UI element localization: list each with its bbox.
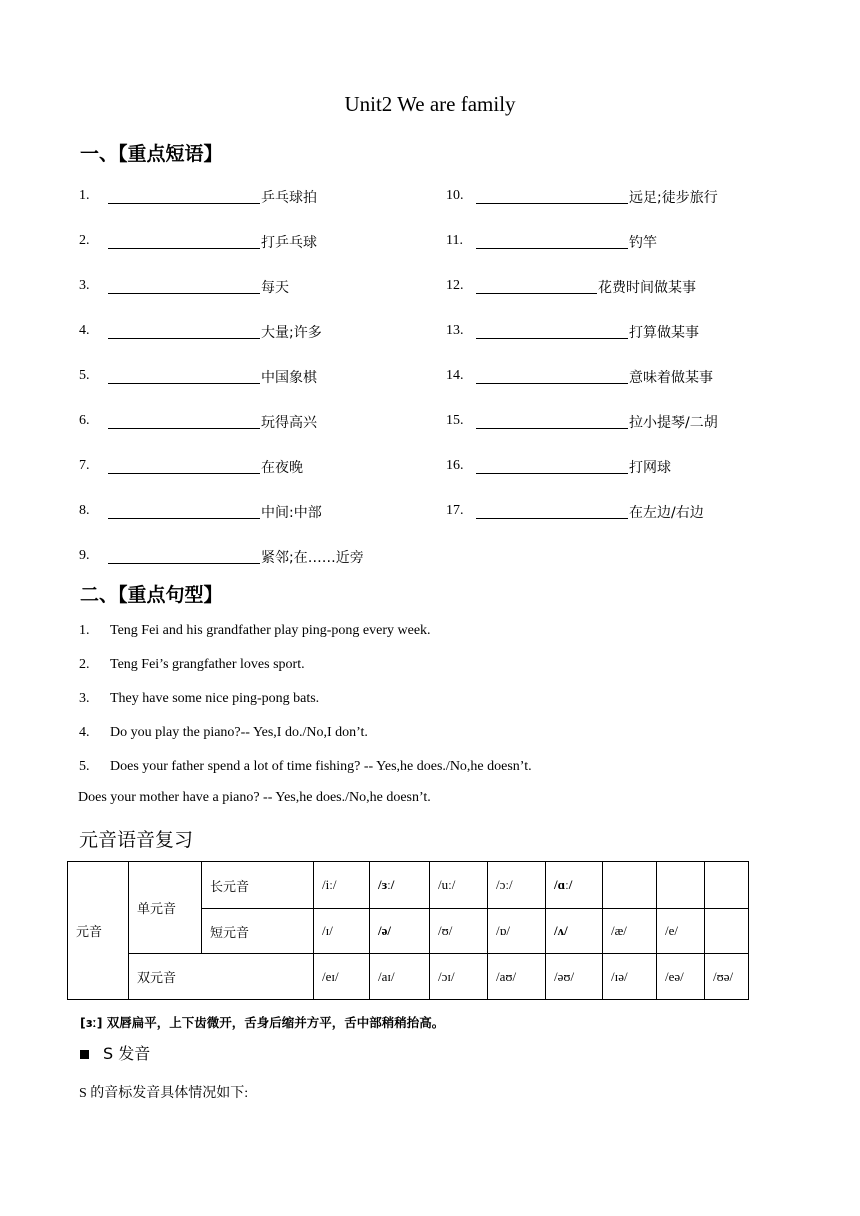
phrase-meaning: 打算做某事 (629, 325, 699, 341)
phrase-meaning: 拉小提琴/二胡 (629, 415, 718, 431)
answer-blank-line (108, 504, 260, 519)
s-heading-text: S 发音 (103, 1044, 151, 1063)
answer-blank-line (108, 234, 260, 249)
phrase-number: 9. (79, 548, 90, 563)
section-heading-phrases: 一、【重点短语】 (80, 143, 223, 165)
phrase-number: 16. (446, 458, 464, 473)
vowel-table (67, 861, 749, 1000)
phrase-meaning: 花费时间做某事 (598, 280, 696, 296)
short-vowel-cell: /ʌ/ (546, 909, 603, 954)
extra-sentence: Does your mother have a piano? -- Yes,he does./No,he doesn’t. (78, 790, 431, 805)
phrase-number: 6. (79, 413, 90, 428)
answer-blank-line (476, 324, 628, 339)
long-vowel-cell: /ɔː/ (488, 862, 546, 909)
phrase-meaning: 玩得高兴 (261, 415, 317, 431)
diphthong-cell: /ʊə/ (705, 954, 749, 1000)
phrase-number: 5. (79, 368, 90, 383)
long-vowel-cell (603, 862, 657, 909)
long-vowel-label: 长元音 (202, 862, 314, 909)
sentence-number: 5. (79, 759, 90, 774)
short-vowel-cell: /ə/ (370, 909, 430, 954)
phrase-number: 13. (446, 323, 464, 338)
phrase-meaning: 打乒乓球 (261, 235, 317, 251)
answer-blank-line (108, 549, 260, 564)
phrase-number: 12. (446, 278, 464, 293)
vowel-label: 元音 (68, 862, 129, 1000)
phrase-meaning: 紧邻;在……近旁 (261, 550, 364, 566)
diphthong-cell: /əʊ/ (546, 954, 603, 1000)
phrase-meaning: 每天 (261, 280, 289, 296)
answer-blank-line (476, 234, 628, 249)
answer-blank-line (108, 369, 260, 384)
monophthong-label: 单元音 (129, 862, 202, 954)
sentence-text: Teng Fei’s grangfather loves sport. (110, 657, 305, 672)
long-vowel-cell (705, 862, 749, 909)
section-heading-sentences: 二、【重点句型】 (80, 584, 223, 606)
phrase-meaning: 钓竿 (629, 235, 657, 251)
sentence-text: Does your father spend a lot of time fishing? -- Yes,he does./No,he doesn’t. (110, 759, 532, 774)
short-vowel-cell: /e/ (657, 909, 705, 954)
s-section-heading (80, 1041, 150, 1064)
answer-blank-line (476, 414, 628, 429)
phrase-number: 4. (79, 323, 90, 338)
section-heading-vowels: 元音语音复习 (79, 829, 194, 851)
sentence-text: Teng Fei and his grandfather play ping-pong every week. (110, 623, 431, 638)
short-vowel-label: 短元音 (202, 909, 314, 954)
phrase-number: 1. (79, 188, 90, 203)
short-vowel-cell: /ɒ/ (488, 909, 546, 954)
page-title: Unit2 We are family (344, 92, 516, 116)
phrase-number: 17. (446, 503, 464, 518)
short-vowel-cell: /ɪ/ (314, 909, 370, 954)
diphthong-cell: /ɪə/ (603, 954, 657, 1000)
diphthong-cell: /aɪ/ (370, 954, 430, 1000)
phrase-meaning: 中国象棋 (261, 370, 317, 386)
phrase-meaning: 在夜晚 (261, 460, 303, 476)
phrase-number: 10. (446, 188, 464, 203)
answer-blank-line (108, 459, 260, 474)
phrase-number: 11. (446, 233, 463, 248)
long-vowel-cell (657, 862, 705, 909)
phrase-number: 8. (79, 503, 90, 518)
long-vowel-cell: /ɜː/ (370, 862, 430, 909)
phrase-meaning: 意味着做某事 (629, 370, 713, 386)
s-section-intro: S 的音标发音具体情况如下: (79, 1086, 249, 1101)
answer-blank-line (108, 189, 260, 204)
long-vowel-cell: /uː/ (430, 862, 488, 909)
sentence-number: 3. (79, 691, 90, 706)
diphthong-cell: /eɪ/ (314, 954, 370, 1000)
phrase-number: 3. (79, 278, 90, 293)
short-vowel-cell: /æ/ (603, 909, 657, 954)
answer-blank-line (108, 279, 260, 294)
sentence-number: 2. (79, 657, 90, 672)
answer-blank-line (108, 414, 260, 429)
square-bullet-icon (80, 1050, 89, 1059)
answer-blank-line (476, 369, 628, 384)
sentence-number: 4. (79, 725, 90, 740)
sentence-text: Do you play the piano?-- Yes,I do./No,I don’t. (110, 725, 368, 740)
phrase-meaning: 远足;徒步旅行 (629, 190, 718, 206)
short-vowel-cell: /ʊ/ (430, 909, 488, 954)
phrase-number: 7. (79, 458, 90, 473)
phrase-meaning: 在左边/右边 (629, 505, 704, 521)
answer-blank-line (476, 459, 628, 474)
diphthong-cell: /aʊ/ (488, 954, 546, 1000)
sentence-text: They have some nice ping-pong bats. (110, 691, 320, 706)
phrase-meaning: 大量;许多 (261, 325, 322, 341)
diphthong-label: 双元音 (129, 954, 314, 1000)
answer-blank-line (108, 324, 260, 339)
diphthong-cell: /ɔɪ/ (430, 954, 488, 1000)
short-vowel-cell (705, 909, 749, 954)
answer-blank-line (476, 279, 597, 294)
phrase-meaning: 中间:中部 (261, 505, 322, 521)
phrase-meaning: 打网球 (629, 460, 671, 476)
diphthong-cell: /eə/ (657, 954, 705, 1000)
pronunciation-note: [ɜː] 双唇扁平，上下齿微开，舌身后缩并方平，舌中部稍稍抬高。 (80, 1015, 445, 1030)
long-vowel-cell: /ɑː/ (546, 862, 603, 909)
phrase-number: 15. (446, 413, 464, 428)
long-vowel-cell: /iː/ (314, 862, 370, 909)
answer-blank-line (476, 189, 628, 204)
phrase-number: 14. (446, 368, 464, 383)
sentence-number: 1. (79, 623, 90, 638)
answer-blank-line (476, 504, 628, 519)
phrase-number: 2. (79, 233, 90, 248)
phrase-meaning: 乒乓球拍 (261, 190, 317, 206)
